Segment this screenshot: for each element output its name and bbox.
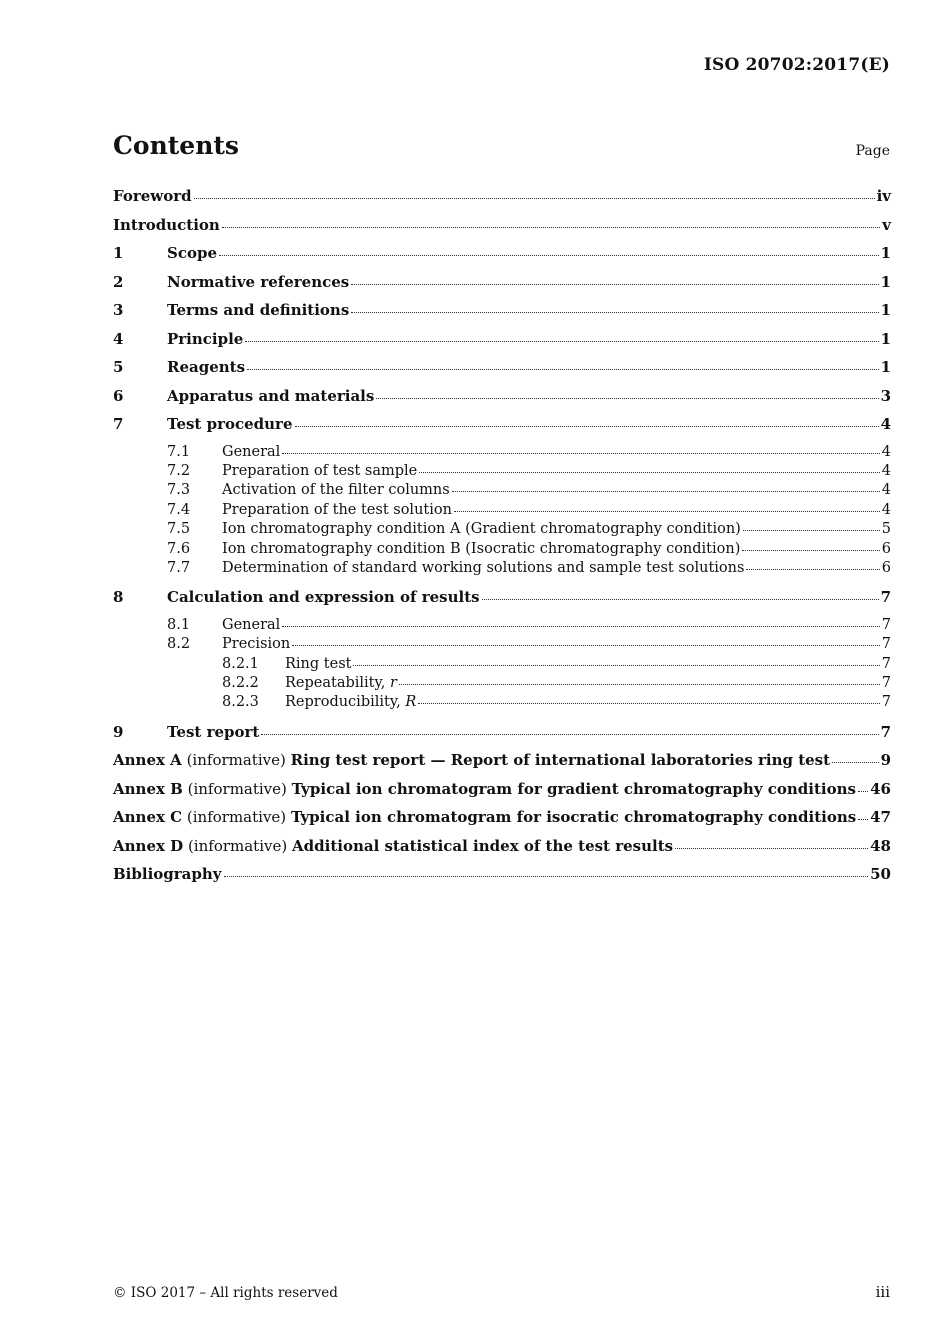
subsection-number: 8.1 (167, 616, 191, 633)
section-page: iv (876, 187, 891, 205)
leader-dots (419, 459, 880, 473)
document-reference: ISO 20702:2017(E) (703, 55, 890, 75)
section-page: 1 (880, 301, 891, 319)
toc-subentry[interactable] (113, 558, 891, 577)
page-number: iii (875, 1283, 890, 1301)
leader-dots (292, 632, 880, 646)
subsection-title[interactable]: General (222, 443, 281, 460)
section-page: 1 (880, 272, 891, 291)
leader-dots (858, 806, 868, 821)
page-column-label: Page (855, 143, 890, 159)
toc-entry[interactable] (113, 214, 891, 243)
subsection-title[interactable]: Preparation of test sample (222, 462, 418, 479)
section-number: 6 (113, 386, 124, 405)
section-title[interactable]: Apparatus and materials (167, 386, 375, 405)
copyright-footer: © ISO 2017 – All rights reserved (113, 1285, 338, 1301)
subsection-title[interactable]: Ion chromatography condition B (Isocratic chromatography condition) (222, 540, 741, 557)
annex-informative: (informative) (186, 751, 286, 770)
section-title[interactable]: Reagents (167, 358, 246, 376)
leader-dots (222, 213, 880, 228)
annex-label: Annex C (113, 808, 183, 827)
annex-entry[interactable] (113, 806, 891, 835)
section-number: 1 (113, 244, 124, 262)
annex-label: Annex A (113, 751, 182, 770)
subsection-number: 7.2 (167, 462, 191, 479)
subsection-number: 7.3 (167, 482, 191, 499)
leader-dots (351, 270, 878, 285)
leader-dots (245, 327, 878, 342)
leader-dots (482, 586, 879, 601)
section-title[interactable]: Terms and definitions (167, 301, 350, 319)
annex-entry[interactable] (113, 835, 891, 864)
leader-dots (742, 536, 879, 550)
section-title[interactable]: Normative references (167, 272, 350, 291)
section-number: 9 (113, 722, 124, 741)
leader-dots (743, 517, 880, 531)
subsection-title[interactable]: General (222, 616, 281, 633)
subsubsection-number: 8.2.3 (222, 694, 259, 711)
subsection-page: 4 (881, 443, 891, 460)
section-title[interactable]: Calculation and expression of results (167, 588, 480, 607)
section-page: 1 (880, 358, 891, 376)
section-number: 7 (113, 415, 124, 433)
leader-dots (351, 299, 878, 314)
toc-entry[interactable] (113, 242, 891, 271)
leader-dots (353, 652, 879, 666)
annex-title: Additional statistical index of the test results (292, 836, 674, 855)
leader-dots (224, 863, 869, 878)
annex-informative: (informative) (187, 779, 287, 798)
annex-label: Annex B (113, 779, 183, 798)
subsubsection-page: 7 (881, 655, 891, 672)
section-number: 3 (113, 301, 124, 319)
annex-informative: (informative) (187, 836, 288, 855)
toc-entry[interactable] (113, 586, 891, 615)
subsection-number: 7.7 (167, 559, 191, 576)
subsection-number: 7.5 (167, 521, 191, 538)
section-page: 1 (880, 244, 891, 262)
annex-title: Typical ion chromatogram for isocratic chromatography conditions (290, 808, 857, 827)
section-title[interactable]: Introduction (113, 215, 220, 234)
subsubsection-page: 7 (881, 674, 891, 691)
toc-entry[interactable] (113, 185, 891, 214)
section-page: 3 (880, 386, 891, 405)
subsection-number: 7.1 (167, 443, 191, 460)
leader-dots (376, 384, 878, 399)
section-number: 4 (113, 329, 124, 348)
section-page: 1 (880, 329, 891, 348)
leader-dots (247, 356, 879, 371)
bibliography-title[interactable]: Bibliography (113, 865, 222, 884)
annex-heading[interactable] (113, 778, 856, 800)
annex-title: Ring test report — Report of international laboratories ring test (290, 751, 831, 770)
annex-page: 46 (870, 779, 891, 798)
subsection-page: 7 (881, 636, 891, 653)
subsubsection-title[interactable]: Reproducibility, R (285, 694, 417, 711)
subsection-number: 7.6 (167, 540, 191, 557)
annex-page: 47 (870, 808, 891, 827)
bibliography-page: 50 (870, 865, 891, 884)
annex-page: 9 (880, 751, 891, 770)
annex-page: 48 (870, 836, 891, 855)
subsection-title[interactable]: Ion chromatography condition A (Gradient chromatography condition) (222, 521, 741, 538)
subsection-title[interactable]: Determination of standard working solutions and sample test solutions (222, 559, 745, 576)
section-title[interactable]: Principle (167, 329, 244, 348)
leader-dots (675, 834, 868, 849)
subsubsection-title[interactable]: Repeatability, r (285, 674, 397, 691)
annex-title: Typical ion chromatogram for gradient chromatography conditions (291, 779, 856, 798)
leader-dots (832, 749, 879, 764)
leader-dots (219, 242, 879, 257)
leader-dots (858, 777, 868, 792)
annex-heading[interactable] (113, 835, 673, 857)
contents-heading: Contents (113, 131, 240, 160)
section-page: v (882, 215, 891, 234)
toc-entry[interactable] (113, 271, 891, 300)
annex-label: Annex D (113, 836, 184, 855)
leader-dots (295, 413, 879, 428)
section-title[interactable]: Scope (167, 244, 218, 262)
subsection-title[interactable]: Preparation of the test solution (222, 501, 452, 518)
toc-subsubentry[interactable] (113, 692, 891, 711)
subsection-page: 7 (881, 616, 891, 633)
leader-dots (399, 671, 880, 685)
leader-dots (452, 478, 880, 492)
subsubsection-symbol: r (389, 674, 397, 691)
toc-entry[interactable] (113, 721, 891, 750)
section-number: 5 (113, 358, 124, 376)
leader-dots (194, 185, 875, 200)
subsection-page: 6 (881, 559, 891, 576)
leader-dots (454, 498, 880, 512)
subsubsection-symbol: R (405, 694, 417, 711)
annex-entry[interactable] (113, 778, 891, 807)
subsection-page: 4 (881, 462, 891, 479)
leader-dots (261, 720, 878, 735)
leader-dots (282, 440, 879, 454)
subsection-page: 6 (881, 540, 891, 557)
subsubsection-title[interactable]: Ring test (285, 655, 352, 672)
subsubsection-number: 8.2.2 (222, 674, 259, 691)
subsection-page: 4 (881, 501, 891, 518)
leader-dots (282, 613, 879, 627)
bibliography-entry[interactable] (113, 863, 891, 892)
subsection-page: 5 (881, 521, 891, 538)
section-title[interactable]: Test procedure (167, 415, 293, 433)
leader-dots (418, 690, 880, 704)
section-page: 7 (880, 722, 891, 741)
section-title[interactable]: Test report (167, 722, 260, 741)
leader-dots (746, 556, 879, 570)
section-page: 7 (880, 588, 891, 607)
annex-entry[interactable] (113, 749, 891, 778)
subsection-title[interactable]: Precision (222, 636, 291, 653)
annex-heading[interactable] (113, 806, 856, 828)
subsection-number: 7.4 (167, 501, 191, 518)
subsubsection-number: 8.2.1 (222, 655, 259, 672)
subsection-title[interactable]: Activation of the filter columns (222, 482, 450, 499)
table-of-contents (113, 185, 891, 892)
toc-entry[interactable] (113, 299, 891, 328)
toc-entry[interactable] (113, 328, 891, 357)
section-number: 2 (113, 272, 124, 291)
section-page: 4 (880, 415, 891, 433)
section-title[interactable]: Foreword (113, 187, 192, 205)
toc-entry[interactable] (113, 413, 891, 442)
subsubsection-page: 7 (881, 694, 891, 711)
toc-entry[interactable] (113, 385, 891, 414)
annex-informative: (informative) (186, 808, 287, 827)
toc-entry[interactable] (113, 356, 891, 385)
subsection-page: 4 (881, 482, 891, 499)
section-number: 8 (113, 588, 124, 607)
subsection-number: 8.2 (167, 636, 191, 653)
annex-heading[interactable] (113, 749, 830, 771)
